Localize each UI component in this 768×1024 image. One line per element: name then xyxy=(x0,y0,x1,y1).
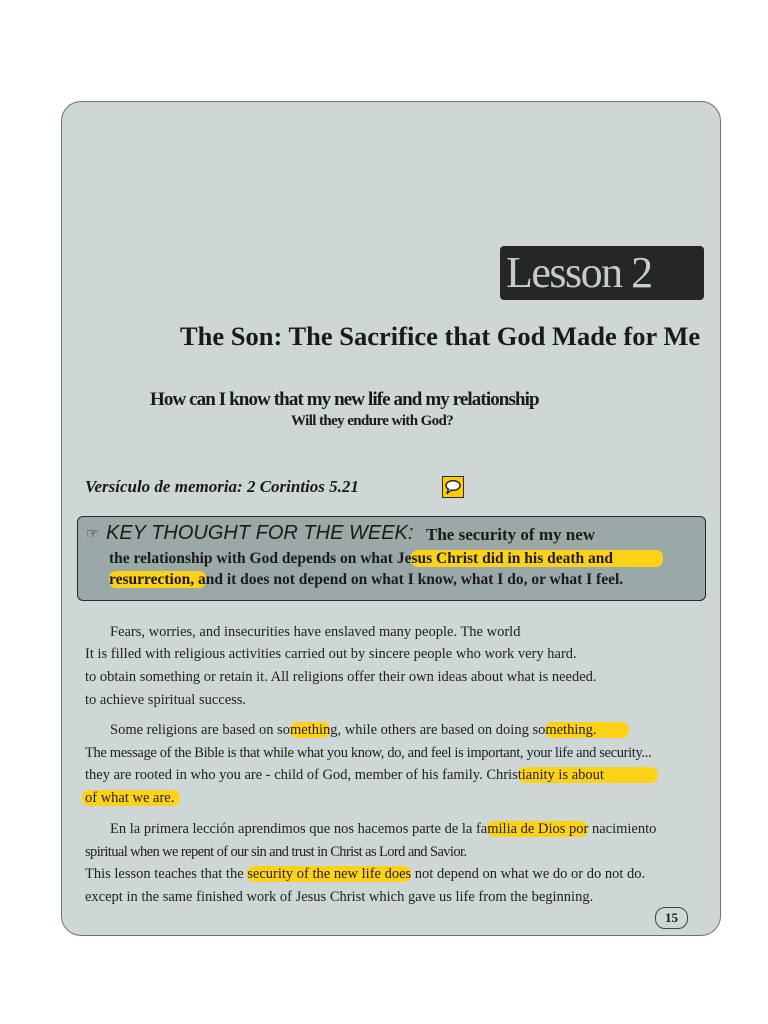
lesson-badge: Lesson 2 xyxy=(500,246,704,300)
highlight: of what we are. xyxy=(82,790,180,806)
key-thought-line-2 xyxy=(109,550,663,568)
key-thought-text: the relationship with God depends on what Je xyxy=(109,550,412,567)
paragraph-text: This lesson teaches that the xyxy=(85,866,248,882)
key-thought-line-1: The security of my new xyxy=(426,525,596,544)
paragraph-line xyxy=(85,767,658,784)
highlight: tianity is about xyxy=(518,767,658,783)
paragraph-line xyxy=(85,866,645,883)
memory-verse: Versículo de memoria: 2 Corintios 5.21 xyxy=(85,477,359,496)
highlight: resurrection, a xyxy=(109,571,206,588)
speech-bubble-icon[interactable] xyxy=(442,476,464,498)
paragraph-text: nacimiento xyxy=(588,821,657,837)
lesson-title: The Son: The Sacrifice that God Made for Me xyxy=(180,321,701,351)
paragraph-line xyxy=(110,821,656,838)
highlight: milia de Dios por xyxy=(487,821,589,837)
paragraph-line xyxy=(110,722,629,739)
pointing-hand-icon: ☞ xyxy=(86,527,99,542)
paragraph-line: It is filled with religious activities carried out by sincere people who work very hard. xyxy=(85,646,577,662)
highlight: methin xyxy=(290,722,331,738)
paragraph-line: to obtain something or retain it. All religions offer their own ideas about what is needed. xyxy=(85,669,597,685)
paragraph-text: En la primera lección aprendimos que nos hacemos parte de la fa xyxy=(110,821,488,837)
lesson-question-line-1: How can I know that my new life and my relationship xyxy=(150,389,539,410)
highlight: security of the new life does xyxy=(247,866,412,882)
key-thought-label: KEY THOUGHT FOR THE WEEK: xyxy=(106,522,414,544)
lesson-question-line-2: Will they endure with God? xyxy=(291,413,454,429)
paragraph-line: spiritual when we repent of our sin and trust in Christ as Lord and Savior. xyxy=(85,844,467,860)
highlight: mething. xyxy=(545,722,628,738)
page-number: 15 xyxy=(655,907,688,929)
paragraph-text: g, while others are based on doing so xyxy=(330,722,546,738)
paragraph-line: The message of the Bible is that while what you know, do, and feel is important, your life and security... xyxy=(85,745,652,761)
key-thought-line-3 xyxy=(109,571,623,589)
key-thought-text: nd it does not depend on what I know, what I do, or what I feel. xyxy=(205,571,624,588)
paragraph-text: they are rooted in who you are - child of God, member of his family. Chris xyxy=(85,767,518,783)
paragraph-line: Fears, worries, and insecurities have enslaved many people. The world xyxy=(110,624,521,640)
paragraph-line xyxy=(82,790,180,807)
paragraph-line: except in the same finished work of Jesus Christ which gave us life from the beginning. xyxy=(85,889,594,905)
paragraph-text: Some religions are based on so xyxy=(110,722,291,738)
paragraph-text: not depend on what we do or do not do. xyxy=(411,866,646,882)
highlight: sus Christ did in his death and xyxy=(411,550,663,567)
paragraph-line: to achieve spiritual success. xyxy=(85,692,247,708)
